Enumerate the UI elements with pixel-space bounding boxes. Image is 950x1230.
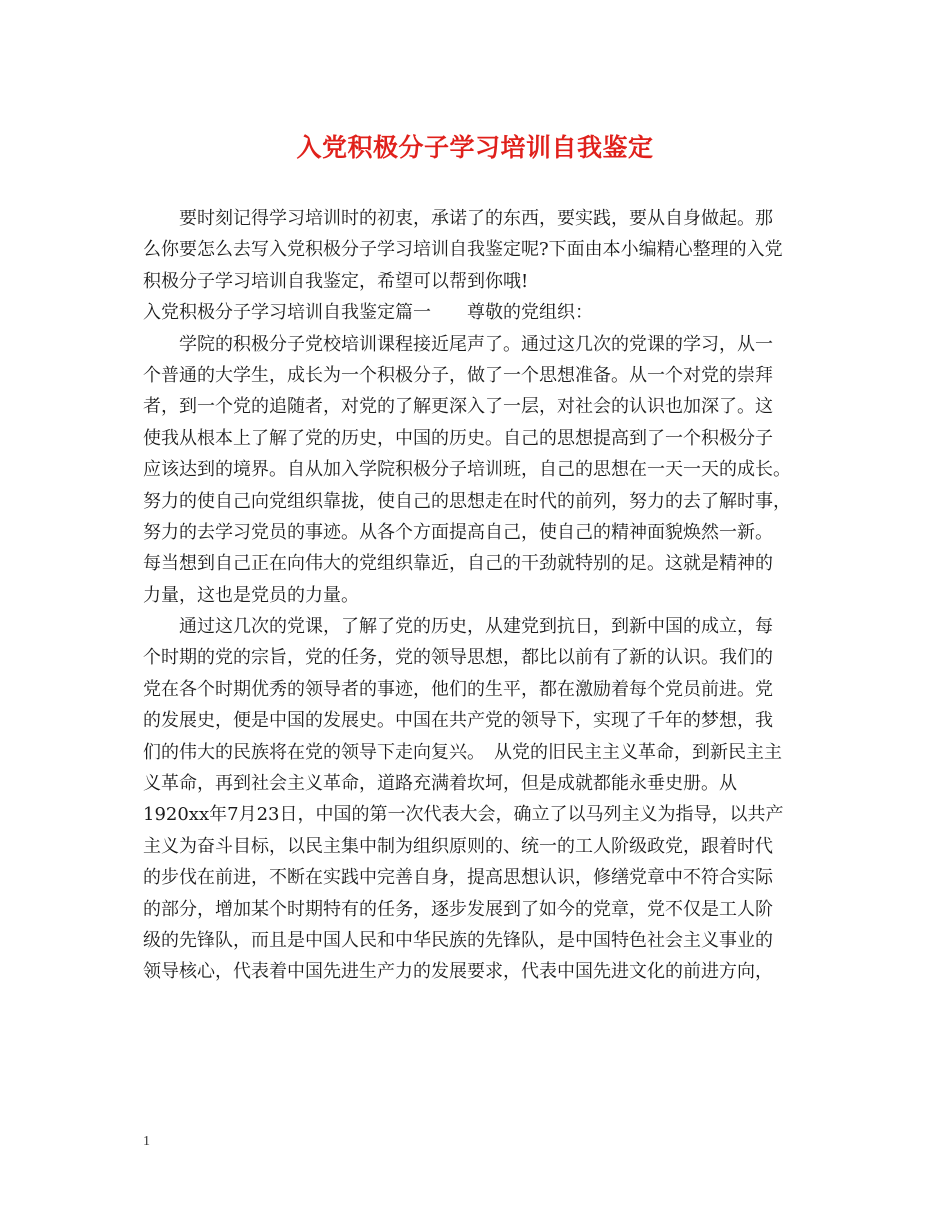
text-line: 努力的使自己向党组织靠拢，使自己的思想走在时代的前列，努力的去了解时事， <box>143 490 791 512</box>
text-line: 党在各个时期优秀的领导者的事迹，他们的生平，都在激励着每个党员前进。党 <box>143 678 773 700</box>
text-line: 个普通的大学生，成长为一个积极分子，做了一个思想准备。从一个对党的崇拜 <box>143 364 773 386</box>
text-line: 者，到一个党的追随者，对党的了解更深入了一层，对社会的认识也加深了。这 <box>143 396 773 418</box>
text-line: 们的伟大的民族将在党的领导下走向复兴。 从党的旧民主主义革命，到新民主主 <box>143 741 782 763</box>
text-line: 应该达到的境界。自从加入学院积极分子培训班，自己的思想在一天一天的成长。 <box>143 459 791 481</box>
text-line: 级的先锋队，而且是中国人民和中华民族的先锋队，是中国特色社会主义事业的 <box>143 929 773 951</box>
text-line: 学院的积极分子党校培训课程接近尾声了。通过这几次的党课的学习，从一 <box>179 333 773 355</box>
text-line: 主义为奋斗目标，以民主集中制为组织原则的、统一的工人阶级政党，跟着时代 <box>143 835 773 857</box>
text-line: 通过这几次的党课，了解了党的历史，从建党到抗日，到新中国的成立，每 <box>179 616 773 638</box>
text-line: 个时期的党的宗旨，党的任务，党的领导思想，都比以前有了新的认识。我们的 <box>143 647 773 669</box>
page-number: 1 <box>143 1134 150 1149</box>
text-line: 入党积极分子学习培训自我鉴定篇一 尊敬的党组织： <box>143 302 593 324</box>
text-line: 的步伐在前进，不断在实践中完善自身，提高思想认识，修缮党章中不符合实际 <box>143 867 773 889</box>
text-line: 积极分子学习培训自我鉴定，希望可以帮到你哦! <box>143 270 529 292</box>
text-line: 1920xx年7月23日，中国的第一次代表大会，确立了以马列主义为指导，以共产 <box>143 804 784 826</box>
text-line: 努力的去学习党员的事迹。从各个方面提高自己，使自己的精神面貌焕然一新。 <box>143 521 773 543</box>
text-line: 的部分，增加某个时期特有的任务，逐步发展到了如今的党章，党不仅是工人阶 <box>143 898 773 920</box>
document-body <box>143 203 823 988</box>
text-line: 每当想到自己正在向伟大的党组织靠近，自己的干劲就特别的足。这就是精神的 <box>143 553 773 575</box>
text-line: 要时刻记得学习培训时的初衷，承诺了的东西，要实践，要从自身做起。那 <box>179 208 773 229</box>
text-line: 力量，这也是党员的力量。 <box>143 584 359 606</box>
text-line: 的发展史，便是中国的发展史。中国在共产党的领导下，实现了千年的梦想，我 <box>143 710 773 732</box>
text-line: 领导核心，代表着中国先进生产力的发展要求，代表中国先进文化的前进方向， <box>143 961 773 983</box>
text-line: 么你要怎么去写入党积极分子学习培训自我鉴定呢?下面由本小编精心整理的入党 <box>143 239 783 261</box>
text-line: 使我从根本上了解了党的历史，中国的历史。自己的思想提高到了一个积极分子 <box>143 427 773 449</box>
text-line: 义革命，再到社会主义革命，道路充满着坎坷，但是成就都能永垂史册。从 <box>143 773 737 795</box>
document-title: 入党积极分子学习培训自我鉴定 <box>296 133 654 162</box>
